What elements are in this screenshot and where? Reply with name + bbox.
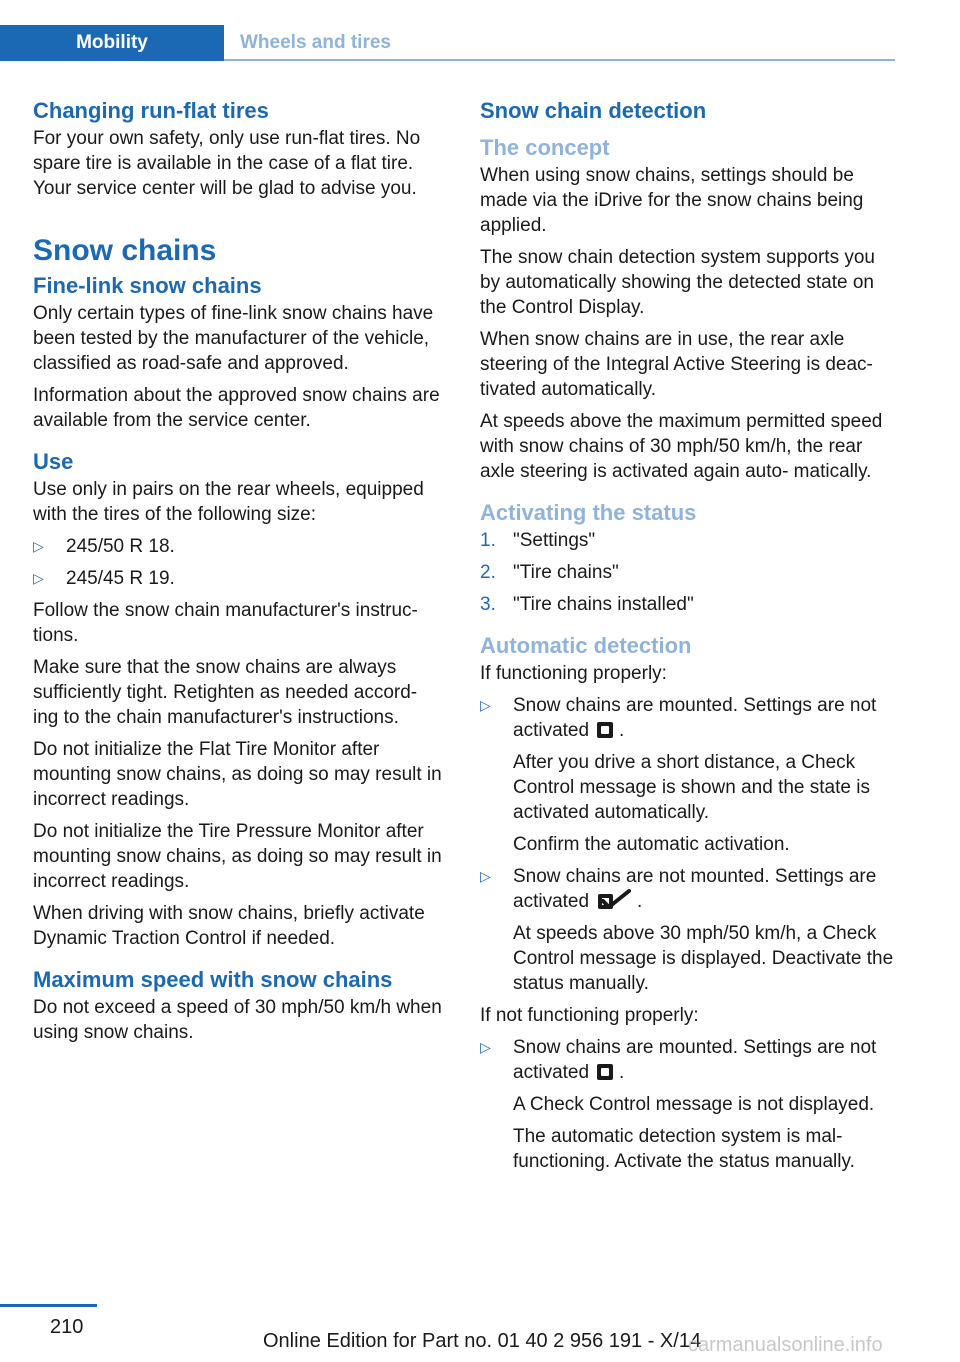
list-item: ▷ 245/45 R 19. [33,568,175,589]
heading-detection: Snow chain detection [480,98,707,123]
para-finelink-1: Only certain types of fine-link snow chains have been tested by the manufacturer of the vehicle, classified as road-safe and approved. [33,303,434,374]
triangle-right-icon: ▷ [33,570,44,586]
para-flat-tire-monitor: Do not initialize the Flat Tire Monitor after mounting snow chains, as doing so may result in incorrect readings. [33,739,442,810]
heading-automatic: Automatic detection [480,633,692,658]
list-item: ▷ 245/50 R 18. [33,536,175,557]
heading-concept: The concept [480,135,610,160]
para-pressure-monitor: Do not initialize the Tire Pressure Monitor after mounting snow chains, as doing so may result in incorrect readings. [33,821,442,892]
step-item: 3. "Tire chains installed" [480,594,694,615]
para-runflat: For your own safety, only use run-flat tires. No spare tire is available in the case of a flat tire. Your service center will be glad to advise you. [33,128,421,199]
heading-finelink: Fine-link snow chains [33,273,262,298]
step-item: 1. "Settings" [480,530,596,551]
para-follow: Follow the snow chain manufacturer's instruc- tions. [33,600,418,646]
triangle-right-icon: ▷ [480,697,491,713]
unchecked-box-icon [597,722,613,738]
list-item: ▷ Snow chains are not mounted. Settings are activated . At speeds above 30 mph/50 km/h, a Check Control message is displayed. Deactivate the status manually. [480,866,894,994]
list-item: ▷ Snow chains are mounted. Settings are not activated . After you drive a short distance, a Check Control message is shown and the state is activated automatically. Confirm the automatic activation. [480,695,877,855]
heading-max-speed: Maximum speed with snow chains [33,967,393,992]
para-concept-1: When using snow chains, settings should be made via the iDrive for the snow chains being applied. [480,165,864,236]
triangle-right-icon: ▷ [480,868,491,884]
para-dtc: When driving with snow chains, briefly activate Dynamic Traction Control if needed. [33,903,425,949]
para-finelink-2: Information about the approved snow chains are available from the service center. [33,385,440,431]
para-tight: Make sure that the snow chains are always sufficiently tight. Retighten as needed accord- ing to the chain manufacturer's instructions. [33,657,418,728]
watermark: carmanualsonline.info [688,1334,883,1356]
chapter-tab: Mobility [0,25,224,61]
footer-rule [0,1304,97,1307]
edition-note: Online Edition for Part no. 01 40 2 956 191 - X/14 [263,1330,702,1352]
para-if-ok: If functioning properly: [480,663,667,684]
left-column [33,96,447,1045]
triangle-right-icon: ▷ [33,538,44,554]
para-use: Use only in pairs on the rear wheels, equipped with the tires of the following size: [33,479,424,525]
list-item: ▷ Snow chains are mounted. Settings are not activated . A Check Control message is not displayed. The automatic detection system is mal- functioning. Activate the status manually. [480,1037,877,1172]
header-rule [224,59,895,61]
heading-use: Use [33,449,74,474]
section-title: Wheels and tires [240,32,391,53]
para-concept-3: When snow chains are in use, the rear axle steering of the Integral Active Steering is deac- tivated automatically. [480,329,873,400]
right-column [480,96,896,1174]
para-concept-4: At speeds above the maximum permitted speed with snow chains of 30 mph/50 km/h, the rear axle steering is activated again auto- matically. [480,411,883,482]
page-header [0,25,895,61]
checked-box-icon [597,889,631,911]
triangle-right-icon: ▷ [480,1039,491,1055]
step-item: 2. "Tire chains" [480,562,619,583]
unchecked-box-icon [597,1064,613,1080]
heading-runflat: Changing run-flat tires [33,98,269,123]
para-max-speed: Do not exceed a speed of 30 mph/50 km/h when using snow chains. [33,997,442,1043]
heading-activating: Activating the status [480,500,697,525]
para-concept-2: The snow chain detection system supports you by automatically showing the detected state on the Control Display. [480,247,875,318]
heading-snow-chains: Snow chains [33,234,217,267]
page-number: 210 [50,1316,84,1338]
para-if-not: If not functioning properly: [480,1005,699,1026]
